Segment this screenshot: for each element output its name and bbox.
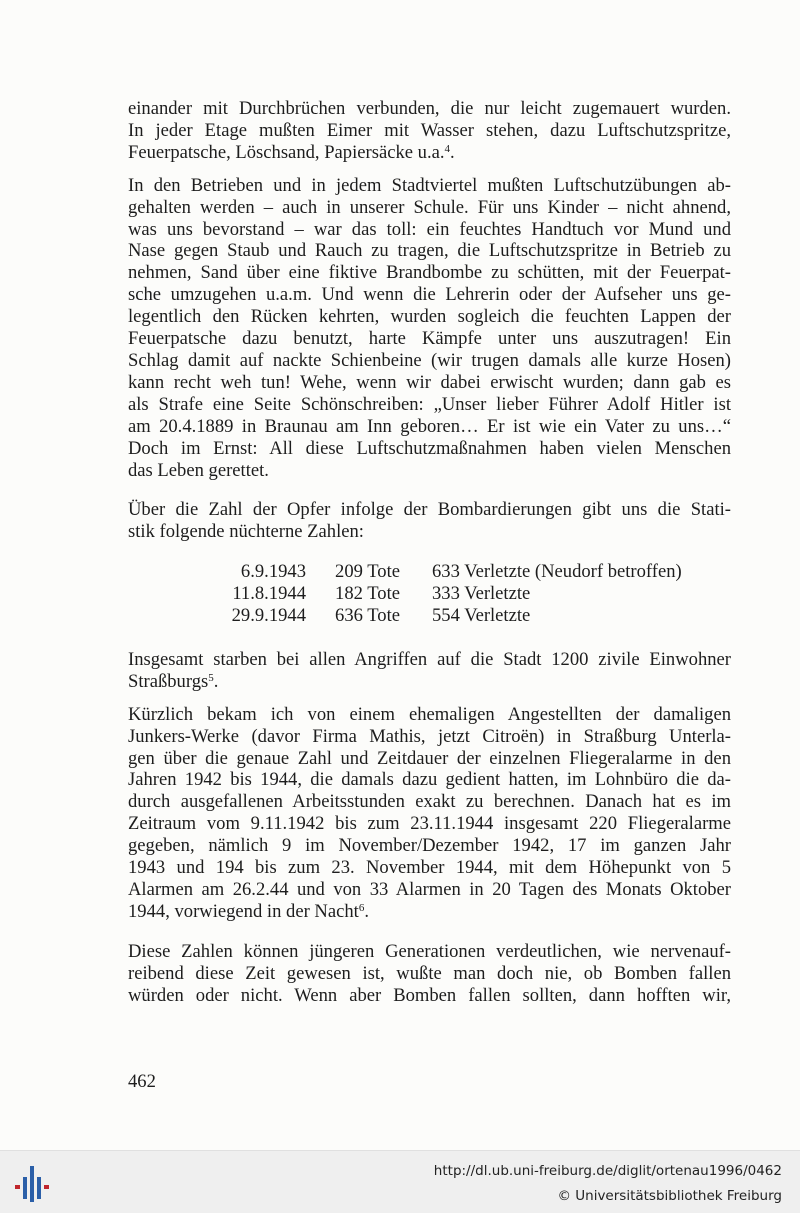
viewer-footer [0, 1150, 800, 1213]
text-line: Feuerpatsche dazu benutzt, harte Kämpfe unter uns auszutragen! Ein [128, 328, 731, 350]
paragraph-4 [128, 649, 731, 693]
body-text [128, 98, 731, 1018]
table-cell-dead: 209 Tote [335, 561, 400, 583]
text-line: Nase gegen Staub und Rauch zu tragen, die Luftschutzspritze in Betrieb zu [128, 240, 731, 262]
footnote-ref-4: 4 [444, 142, 450, 155]
text-fragment: 1944, vorwiegend in der Nacht [128, 900, 359, 922]
ub-freiburg-logo-icon [12, 1164, 52, 1204]
paragraph-2 [128, 175, 731, 482]
text-fragment: Straßburgs [128, 670, 209, 692]
text-line: In den Betrieben und in jedem Stadtviertel mußten Luftschutzübungen ab- [128, 174, 731, 196]
table-cell-injured: 333 Verletzte [432, 583, 531, 605]
table-row [224, 561, 682, 583]
text-line: einander mit Durchbrüchen verbunden, die nur leicht zugemauert wurden. [128, 98, 731, 119]
text-line: am 20.4.1889 in Braunau am Inn geboren… Er ist wie ein Vater zu uns…“ [128, 415, 731, 437]
table-cell-dead: 636 Tote [335, 605, 400, 627]
table-cell-date: 29.9.1944 [231, 605, 306, 627]
text-line: Insgesamt starben bei allen Angriffen auf die Stadt 1200 zivile Einwohner [128, 648, 731, 670]
text-line: gehalten werden – auch in unserer Schule. Für uns Kinder – nicht ahnend, [128, 196, 731, 218]
paragraph-1 [128, 98, 731, 164]
text-fragment: . [213, 670, 219, 692]
text-line: 1943 und 194 bis zum 23. November 1944, mit dem Höhepunkt von 5 [128, 857, 731, 879]
text-line: Jahren 1942 bis 1944, die damals dazu gedient hatten, im Lohnbüro die da- [128, 769, 731, 791]
table-row [224, 583, 682, 605]
text-line [128, 671, 731, 693]
text-line: was uns bevorstand – war das toll: ein feuchtes Handtuch vor Mund und [128, 218, 731, 240]
text-line: stik folgende nüchterne Zahlen: [128, 521, 364, 543]
table-cell-date: 6.9.1943 [240, 561, 306, 583]
text-line: reibend diese Zeit gewesen ist, wußte man doch nie, ob Bomben fallen [128, 962, 731, 984]
table-cell-injured: 554 Verletzte [432, 605, 531, 627]
paragraph-5 [128, 704, 731, 923]
text-line: Alarmen am 26.2.44 und von 33 Alarmen in 20 Tagen des Monats Oktober [128, 879, 731, 900]
text-line: kann recht weh tun! Wehe, wenn wir dabei erwischt wurden; dann gab es [128, 371, 731, 393]
casualty-table [224, 561, 682, 627]
text-line: gegeben, nämlich 9 im November/Dezember 1942, 17 im ganzen Jahr [128, 835, 731, 857]
text-line: durch ausgefallenen Arbeitsstunden exakt zu berechnen. Danach hat es im [128, 791, 731, 813]
permalink-link[interactable]: http://dl.ub.uni-freiburg.de/diglit/ortenau1996/0462 [433, 1163, 782, 1179]
footnote-ref-5: 5 [208, 671, 214, 684]
text-line: Zeitraum vom 9.11.1942 bis zum 23.11.1944 insgesamt 220 Fliegeralarme [128, 813, 731, 835]
text-line [128, 142, 731, 164]
text-line: das Leben gerettet. [128, 459, 269, 481]
page-number: 462 [128, 1071, 156, 1092]
text-line: nehmen, Sand über eine fiktive Brandbombe zu schütten, mit der Feuerpat- [128, 262, 731, 284]
text-line: Doch im Ernst: All diese Luftschutzmaßnahmen haben vielen Menschen [128, 437, 731, 459]
copyright-text: © Universitätsbibliothek Freiburg [557, 1188, 782, 1204]
footnote-ref-6: 6 [358, 901, 365, 914]
text-line: In jeder Etage mußten Eimer mit Wasser stehen, dazu Luftschutzspritze, [128, 119, 731, 141]
table-cell-dead: 182 Tote [335, 583, 400, 605]
text-fragment: . [364, 900, 369, 922]
text-line [128, 901, 731, 923]
text-line: sche umzugehen u.a.m. Und wenn die Lehrerin oder der Aufseher uns ge- [128, 284, 731, 306]
text-line: würden oder nicht. Wenn aber Bomben fallen sollten, dann hofften wir, [128, 984, 731, 1006]
table-cell-injured: 633 Verletzte (Neudorf betroffen) [432, 561, 682, 583]
text-line: gen über die genaue Zahl und Zeitdauer der einzelnen Fliegeralarme in den [128, 747, 731, 769]
text-line: Über die Zahl der Opfer infolge der Bombardierungen gibt uns die Stati- [128, 499, 731, 521]
text-line: legentlich den Rücken kehrten, wurden sogleich die feuchten Lappen der [128, 306, 731, 328]
text-line: als Strafe eine Seite Schönschreiben: „Unser lieber Führer Adolf Hitler ist [128, 393, 731, 415]
table-cell-date: 11.8.1944 [232, 583, 306, 605]
table-row [224, 605, 682, 627]
text-line: Schlag damit auf nackte Schienbeine (wir trugen damals alle kurze Hosen) [128, 349, 731, 371]
text-fragment: Feuerpatsche, Löschsand, Papiersäcke u.a. [128, 141, 445, 163]
text-line: Kürzlich bekam ich von einem ehemaligen Angestellten der damaligen [128, 703, 731, 725]
paragraph-6 [128, 941, 731, 1007]
text-line: Diese Zahlen können jüngeren Generationen verdeutlichen, wie nervenauf- [128, 940, 731, 962]
text-line: Junkers-Werke (davor Firma Mathis, jetzt Citroën) in Straßburg Unterla- [128, 725, 731, 747]
text-fragment: . [450, 141, 455, 163]
paragraph-3 [128, 499, 731, 543]
